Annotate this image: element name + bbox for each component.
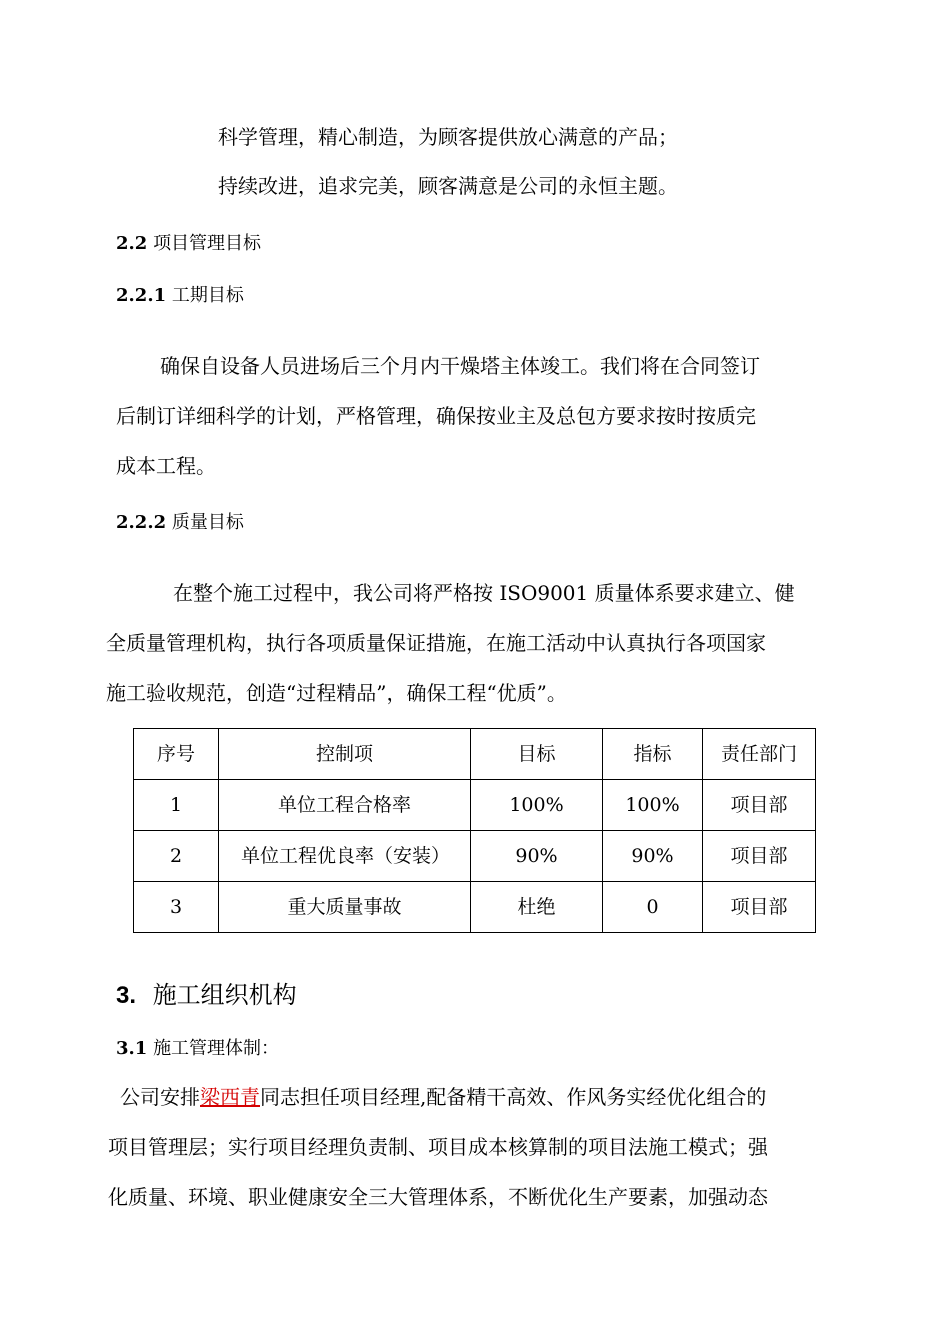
cell-no: 3 — [134, 882, 219, 933]
project-manager-name: 梁西青 — [200, 1085, 260, 1109]
heading-3-1-number: 3.1 — [116, 1038, 148, 1059]
schedule-line-1: 确保自设备人员进场后三个月内干燥塔主体竣工。我们将在合同签订 — [160, 354, 760, 378]
heading-2-2-1-title: 工期目标 — [171, 285, 244, 306]
cell-target: 100% — [471, 780, 603, 831]
cell-item: 单位工程合格率 — [219, 780, 471, 831]
table-header-row — [134, 729, 816, 780]
quality-targets-table — [133, 728, 816, 933]
cell-target: 90% — [471, 831, 603, 882]
org-line-3: 化质量、环境、职业健康安全三大管理体系，不断优化生产要素，加强动态 — [108, 1185, 768, 1209]
heading-3-1 — [116, 1038, 279, 1060]
cell-dept: 项目部 — [703, 780, 816, 831]
heading-3 — [116, 980, 297, 1011]
quality-line-3: 施工验收规范，创造“过程精品”，确保工程“优质”。 — [106, 681, 567, 705]
schedule-line-3: 成本工程。 — [116, 454, 216, 478]
intro-line-1: 科学管理，精心制造，为顾客提供放心满意的产品； — [218, 125, 678, 149]
cell-item: 单位工程优良率（安装） — [219, 831, 471, 882]
intro-line-2: 持续改进，追求完美，顾客满意是公司的永恒主题。 — [218, 174, 678, 198]
org-line-1-pre: 公司安排 — [120, 1085, 200, 1109]
org-line-1-post: 同志担任项目经理,配备精干高效、作风务实经优化组合的 — [260, 1085, 767, 1109]
heading-2-2 — [116, 233, 261, 255]
table-row — [134, 882, 816, 933]
org-line-1 — [120, 1085, 766, 1109]
cell-item: 重大质量事故 — [219, 882, 471, 933]
heading-3-number: 3. — [116, 982, 137, 1009]
heading-2-2-2-title: 质量目标 — [171, 512, 244, 533]
heading-2-2-title: 项目管理目标 — [153, 233, 262, 254]
heading-3-title: 施工组织机构 — [152, 981, 297, 1009]
cell-no: 1 — [134, 780, 219, 831]
heading-2-2-1-number: 2.2.1 — [116, 285, 167, 306]
org-line-2: 项目管理层；实行项目经理负责制、项目成本核算制的项目法施工模式；强 — [108, 1135, 768, 1159]
table-row — [134, 780, 816, 831]
cell-index: 0 — [603, 882, 703, 933]
cell-dept: 项目部 — [703, 882, 816, 933]
cell-dept: 项目部 — [703, 831, 816, 882]
header-target: 目标 — [471, 729, 603, 780]
quality-line-2: 全质量管理机构，执行各项质量保证措施，在施工活动中认真执行各项国家 — [106, 631, 766, 655]
heading-2-2-2 — [116, 512, 244, 534]
cell-no: 2 — [134, 831, 219, 882]
header-no: 序号 — [134, 729, 219, 780]
schedule-line-2: 后制订详细科学的计划，严格管理，确保按业主及总包方要求按时按质完 — [116, 404, 756, 428]
header-item: 控制项 — [219, 729, 471, 780]
cell-target: 杜绝 — [471, 882, 603, 933]
cell-index: 90% — [603, 831, 703, 882]
header-dept: 责任部门 — [703, 729, 816, 780]
quality-line-1: 在整个施工过程中，我公司将严格按 ISO9001 质量体系要求建立、健 — [173, 581, 795, 605]
heading-2-2-1 — [116, 285, 244, 307]
heading-2-2-2-number: 2.2.2 — [116, 512, 167, 533]
cell-index: 100% — [603, 780, 703, 831]
table-row — [134, 831, 816, 882]
header-index: 指标 — [603, 729, 703, 780]
heading-3-1-title: 施工管理体制： — [153, 1038, 280, 1059]
heading-2-2-number: 2.2 — [116, 233, 148, 254]
